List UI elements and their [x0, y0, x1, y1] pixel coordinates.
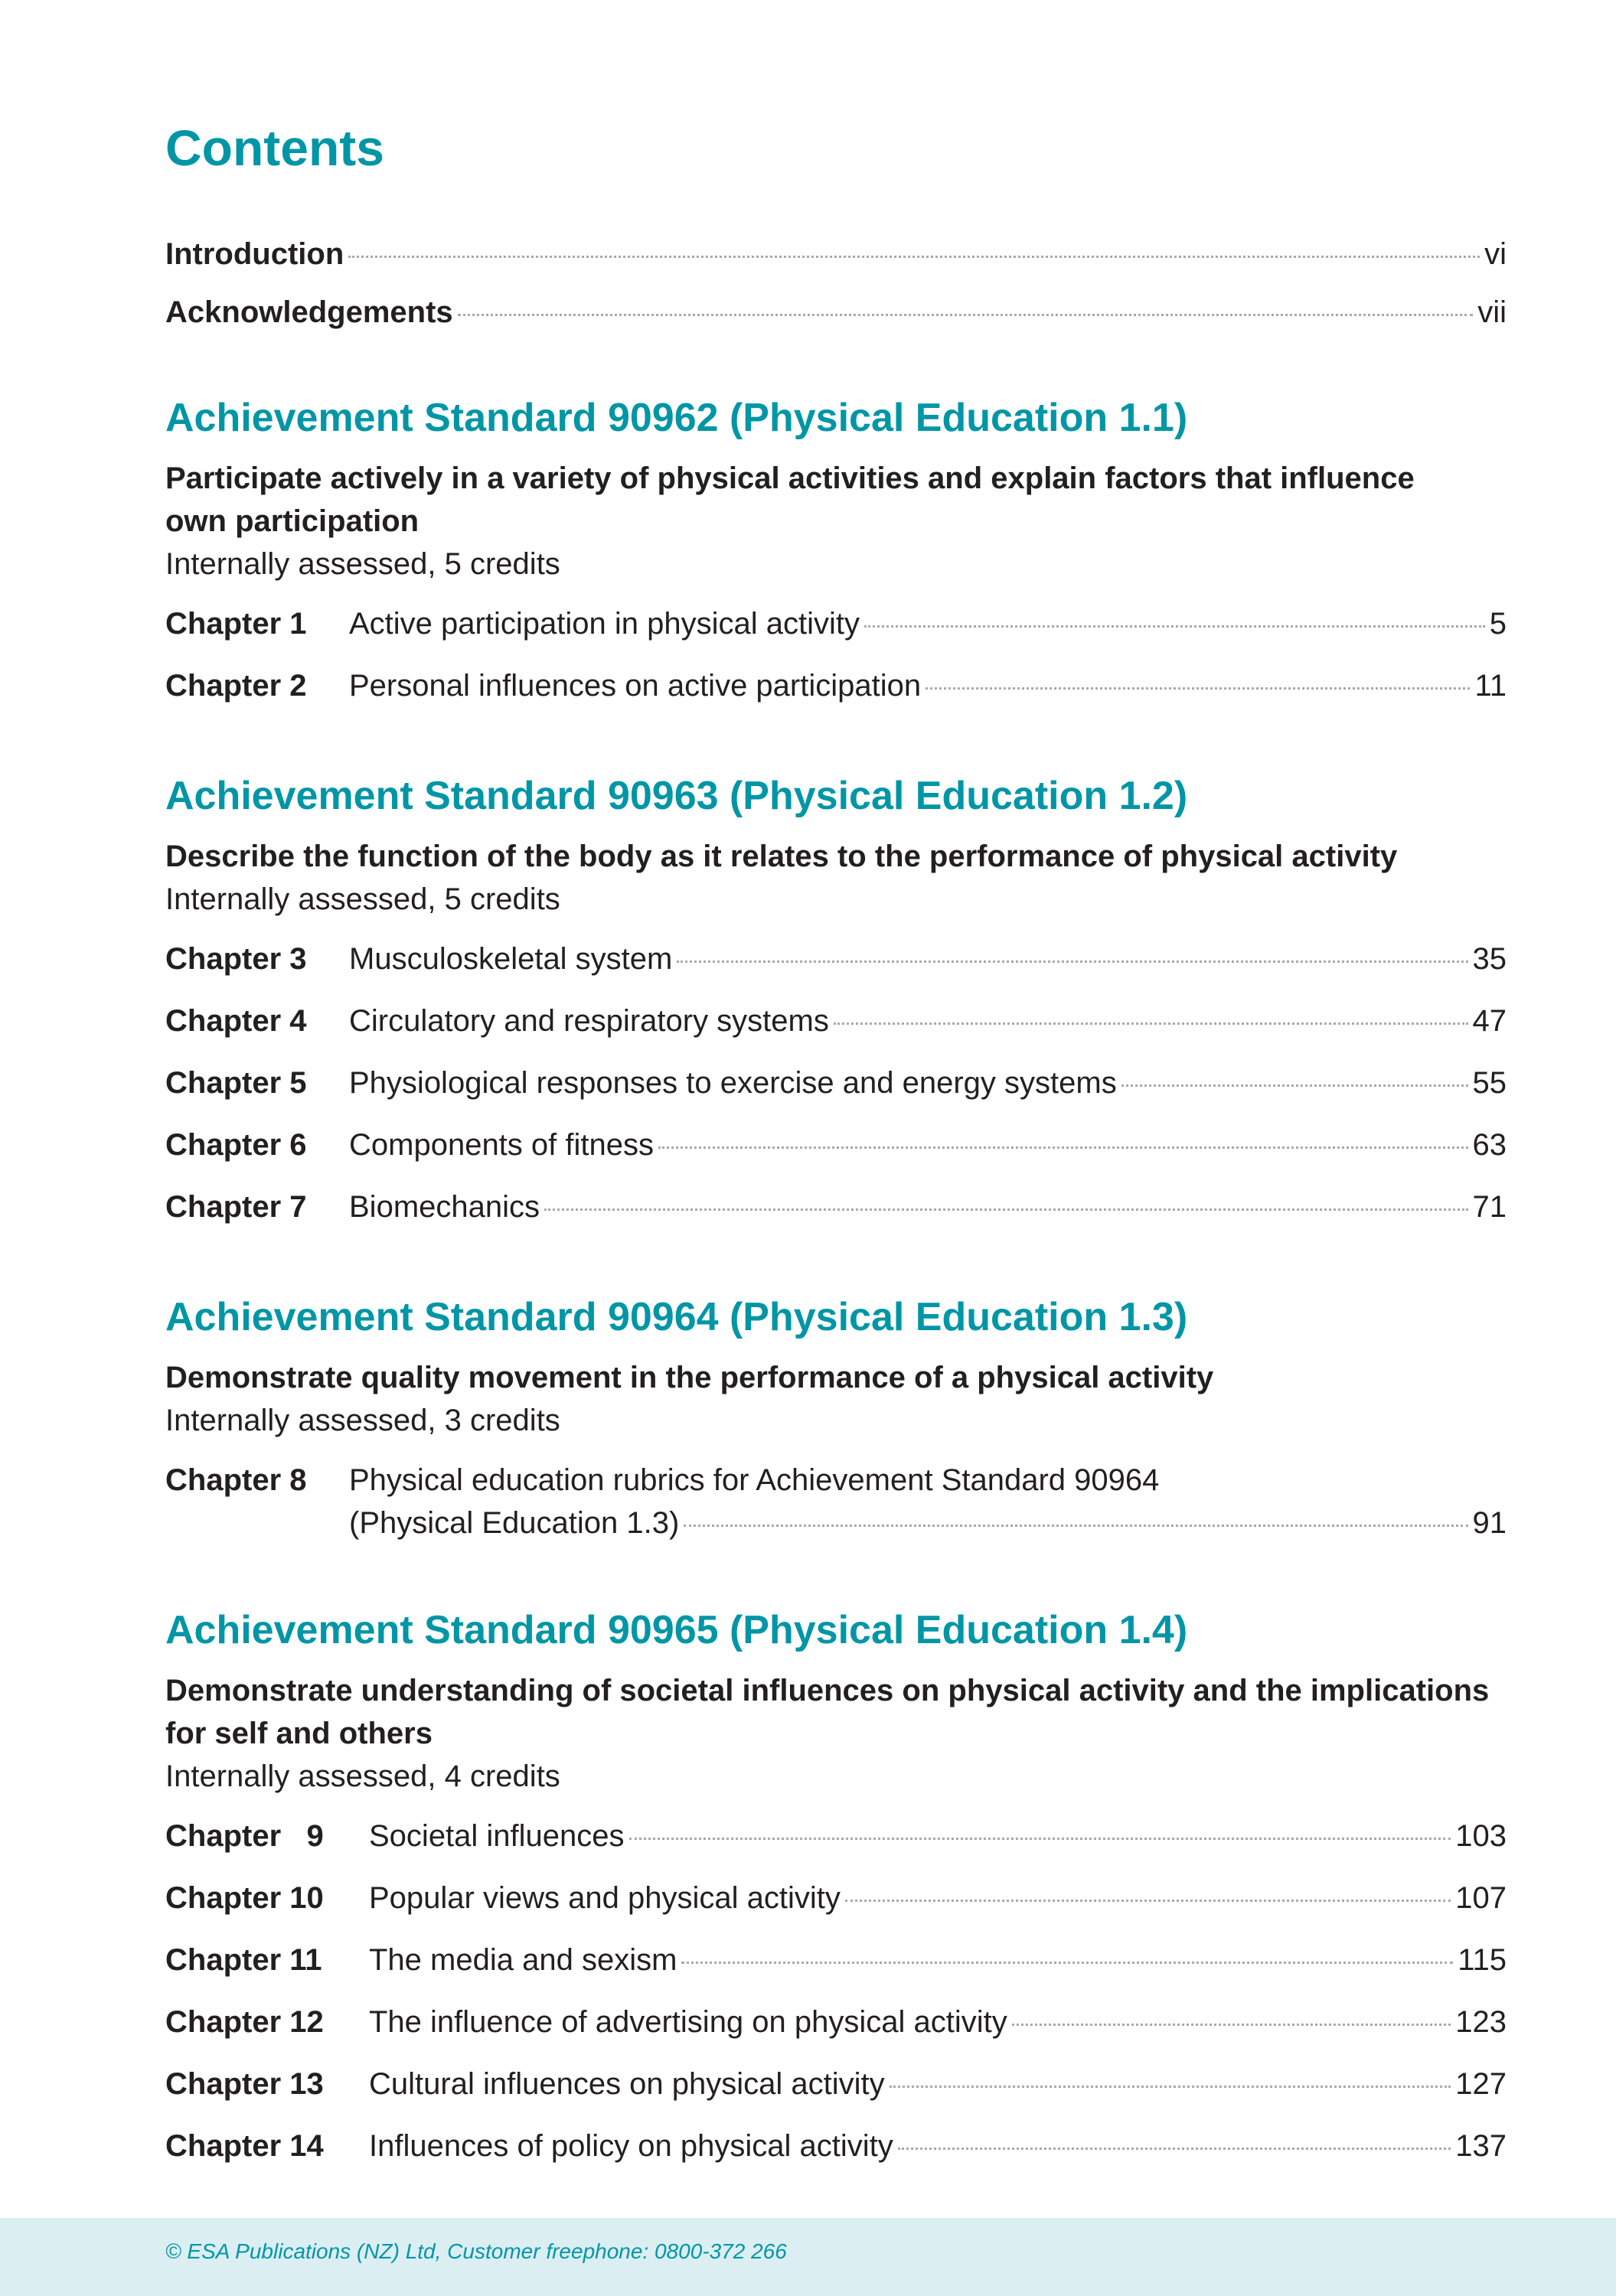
toc-entry-label: Introduction — [165, 237, 344, 271]
toc-entry-introduction[interactable] — [165, 236, 1507, 272]
dot-leader — [1121, 1084, 1468, 1087]
description-line: Describe the function of the body as it relates to the performance of physical activity — [165, 840, 1398, 874]
dot-leader — [629, 1838, 1451, 1840]
standard-description — [165, 835, 1507, 878]
chapter-title: Musculoskeletal system — [349, 942, 673, 977]
assessment-info: Internally assessed, 5 credits — [165, 547, 560, 582]
chapter-entry[interactable] — [165, 938, 1507, 980]
chapter-title: Societal influences — [369, 1819, 625, 1854]
dot-leader — [864, 625, 1485, 628]
chapter-page-number: 5 — [1489, 607, 1507, 641]
chapter-label: Chapter 6 — [165, 1128, 307, 1163]
chapter-page-number: 137 — [1455, 2129, 1507, 2164]
chapter-label: Chapter 12 — [165, 2005, 324, 2040]
footer-copyright: © ESA Publications (NZ) Ltd, Customer freephone: 0800-372 266 — [165, 2239, 787, 2263]
chapter-entry[interactable] — [165, 1459, 1507, 1544]
chapter-title: Popular views and physical activity — [369, 1881, 841, 1916]
standard-heading: Achievement Standard 90963 (Physical Education 1.2) — [165, 774, 1188, 818]
dot-leader — [834, 1022, 1468, 1025]
chapter-page-number: 47 — [1472, 1004, 1507, 1039]
toc-entry-label: Acknowledgements — [165, 295, 453, 329]
chapter-entry[interactable] — [165, 2001, 1507, 2043]
toc-page-number: vii — [1477, 295, 1507, 329]
dot-leader — [348, 256, 1480, 258]
chapter-entry[interactable] — [165, 664, 1507, 707]
chapter-page-number: 71 — [1472, 1190, 1507, 1225]
chapter-label: Chapter 10 — [165, 1881, 324, 1916]
chapter-entry[interactable] — [165, 1124, 1507, 1166]
chapter-page-number: 63 — [1472, 1128, 1507, 1163]
dot-leader — [890, 2086, 1451, 2088]
standard-section-1-1 — [165, 396, 1507, 726]
chapter-page-number: 35 — [1472, 942, 1507, 977]
chapter-entry[interactable] — [165, 1000, 1507, 1042]
chapter-label: Chapter 9 — [165, 1819, 324, 1854]
chapter-title: Physiological responses to exercise and energy systems — [349, 1066, 1117, 1101]
standard-section-1-2 — [165, 775, 1507, 1247]
dot-leader — [684, 1525, 1467, 1527]
chapter-page-number: 55 — [1472, 1066, 1507, 1101]
standard-description — [165, 457, 1507, 543]
chapter-entry[interactable] — [165, 2125, 1507, 2167]
chapter-title: Biomechanics — [349, 1190, 540, 1225]
description-line: Participate actively in a variety of physical activities and explain factors that influence — [165, 461, 1415, 496]
chapter-page-number: 11 — [1474, 669, 1507, 703]
standard-heading: Achievement Standard 90962 (Physical Education 1.1) — [165, 396, 1188, 440]
chapter-title: The influence of advertising on physical activity — [369, 2005, 1007, 2040]
chapter-entry[interactable] — [165, 1877, 1507, 1919]
chapter-label: Chapter 13 — [165, 2067, 324, 2102]
chapter-page-number: 115 — [1458, 1943, 1507, 1978]
chapter-label: Chapter 7 — [165, 1190, 307, 1225]
chapter-label: Chapter 11 — [165, 1943, 322, 1978]
dot-leader — [458, 314, 1474, 316]
dot-leader — [544, 1208, 1467, 1211]
chapter-label: Chapter 3 — [165, 942, 307, 977]
standard-description — [165, 1669, 1507, 1755]
dot-leader — [1012, 2024, 1451, 2026]
description-line: Demonstrate understanding of societal influences on physical activity and the implications — [165, 1674, 1490, 1708]
chapter-title: Personal influences on active participation — [349, 669, 922, 703]
chapter-title: The media and sexism — [369, 1943, 677, 1978]
chapter-page-number: 91 — [1472, 1506, 1507, 1541]
chapter-entry[interactable] — [165, 602, 1507, 645]
chapter-entry[interactable] — [165, 2063, 1507, 2105]
dot-leader — [681, 1962, 1453, 1964]
standard-description — [165, 1356, 1507, 1399]
description-line: own participation — [165, 504, 420, 539]
chapter-label: Chapter 5 — [165, 1066, 307, 1101]
chapter-label: Chapter 4 — [165, 1004, 307, 1039]
chapter-page-number: 107 — [1455, 1881, 1507, 1916]
standard-heading: Achievement Standard 90965 (Physical Education 1.4) — [165, 1608, 1188, 1652]
dot-leader — [845, 1900, 1451, 1902]
page-title: Contents — [165, 119, 384, 176]
chapter-title: Active participation in physical activity — [349, 607, 860, 641]
chapter-entry[interactable] — [165, 1939, 1507, 1981]
chapter-entry[interactable] — [165, 1815, 1507, 1857]
chapter-title: Circulatory and respiratory systems — [349, 1004, 829, 1039]
dot-leader — [658, 1146, 1468, 1149]
chapter-entry[interactable] — [165, 1062, 1507, 1104]
toc-entry-acknowledgements[interactable] — [165, 294, 1507, 331]
chapter-page-number: 127 — [1455, 2067, 1507, 2102]
page-footer — [0, 2218, 1616, 2296]
assessment-info: Internally assessed, 5 credits — [165, 882, 560, 917]
description-line: Demonstrate quality movement in the performance of a physical activity — [165, 1361, 1214, 1395]
chapter-label: Chapter 8 — [165, 1463, 307, 1498]
assessment-info: Internally assessed, 4 credits — [165, 1760, 560, 1794]
chapter-label: Chapter 14 — [165, 2129, 324, 2164]
dot-leader — [677, 960, 1467, 963]
chapter-title: Cultural influences on physical activity — [369, 2067, 885, 2102]
chapter-entry[interactable] — [165, 1186, 1507, 1228]
chapter-label: Chapter 1 — [165, 607, 307, 641]
dot-leader — [926, 687, 1470, 690]
toc-page-number: vi — [1484, 237, 1507, 271]
description-line: for self and others — [165, 1717, 433, 1751]
chapter-title-continued: (Physical Education 1.3) — [349, 1506, 680, 1541]
standard-heading: Achievement Standard 90964 (Physical Education 1.3) — [165, 1295, 1188, 1339]
chapter-title: Physical education rubrics for Achievement Standard 90964 — [349, 1463, 1160, 1498]
chapter-page-number: 103 — [1455, 1819, 1507, 1854]
dot-leader — [898, 2148, 1451, 2150]
standard-section-1-4 — [165, 1609, 1507, 2187]
standard-section-1-3 — [165, 1296, 1507, 1564]
chapter-page-number: 123 — [1455, 2005, 1507, 2040]
front-matter — [165, 236, 1507, 331]
assessment-info: Internally assessed, 3 credits — [165, 1404, 560, 1438]
chapter-label: Chapter 2 — [165, 669, 307, 703]
chapter-title: Influences of policy on physical activity — [369, 2129, 893, 2164]
chapter-title: Components of fitness — [349, 1128, 654, 1163]
